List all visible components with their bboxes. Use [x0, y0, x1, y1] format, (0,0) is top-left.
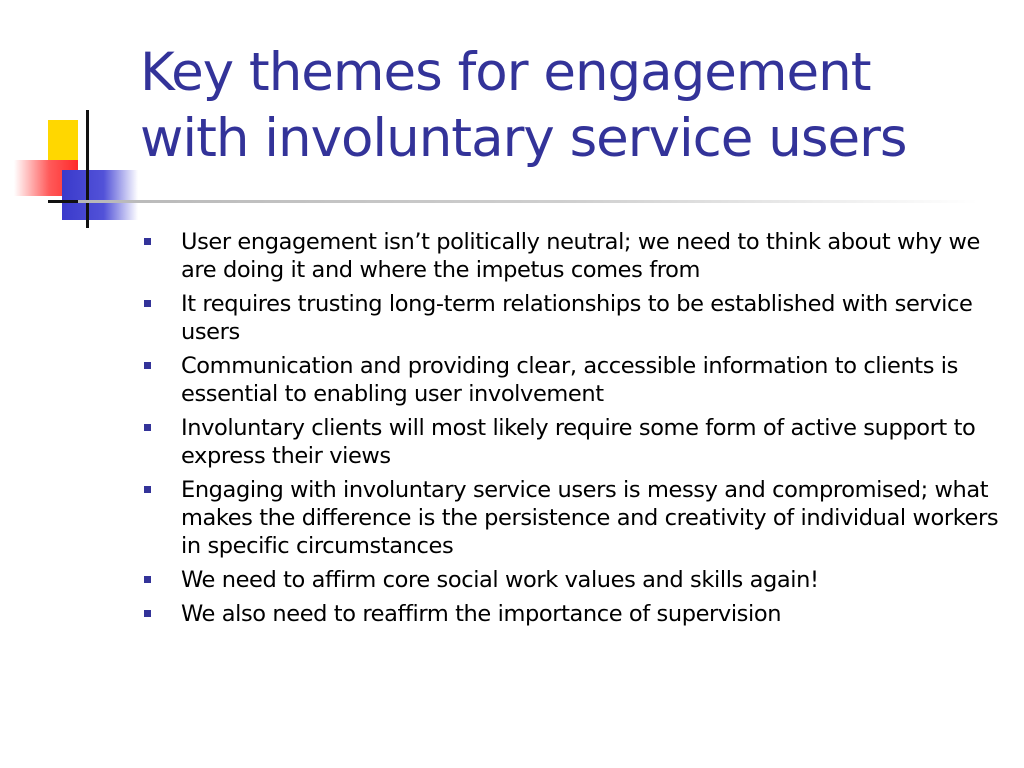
square-bullet-icon	[144, 576, 151, 583]
deco-vertical-line	[86, 110, 89, 228]
square-bullet-icon	[144, 486, 151, 493]
square-bullet-icon	[144, 424, 151, 431]
slide-title	[140, 40, 1000, 172]
bullet-item	[140, 566, 1010, 594]
deco-blue-square	[62, 170, 138, 220]
bullet-item	[140, 290, 1010, 346]
bullet-item	[140, 352, 1010, 408]
slide-title-line-2: with involuntary service users	[140, 108, 907, 169]
corner-decoration-graphic	[0, 0, 140, 240]
title-divider	[78, 200, 978, 203]
square-bullet-icon	[144, 300, 151, 307]
bullet-text: Involuntary clients will most likely require some form of active support to express their views	[181, 415, 976, 469]
bullet-text: User engagement isn’t politically neutral; we need to think about why we are doing it and where the impetus comes from	[181, 229, 980, 283]
square-bullet-icon	[144, 238, 151, 245]
bullet-list	[140, 228, 1010, 634]
bullet-text: We also need to reaffirm the importance of supervision	[181, 601, 782, 627]
bullet-text: We need to affirm core social work values and skills again!	[181, 567, 819, 593]
bullet-item	[140, 600, 1010, 628]
square-bullet-icon	[144, 610, 151, 617]
bullet-item	[140, 476, 1010, 560]
slide-title-line-1: Key themes for engagement	[140, 42, 871, 103]
bullet-text: It requires trusting long-term relationships to be established with service users	[181, 291, 973, 345]
square-bullet-icon	[144, 362, 151, 369]
bullet-text: Engaging with involuntary service users is messy and compromised; what makes the difference is the persistence and creativity of individual workers in specific circumstances	[181, 477, 999, 559]
bullet-text: Communication and providing clear, accessible information to clients is essential to enabling user involvement	[181, 353, 958, 407]
bullet-item	[140, 228, 1010, 284]
bullet-item	[140, 414, 1010, 470]
